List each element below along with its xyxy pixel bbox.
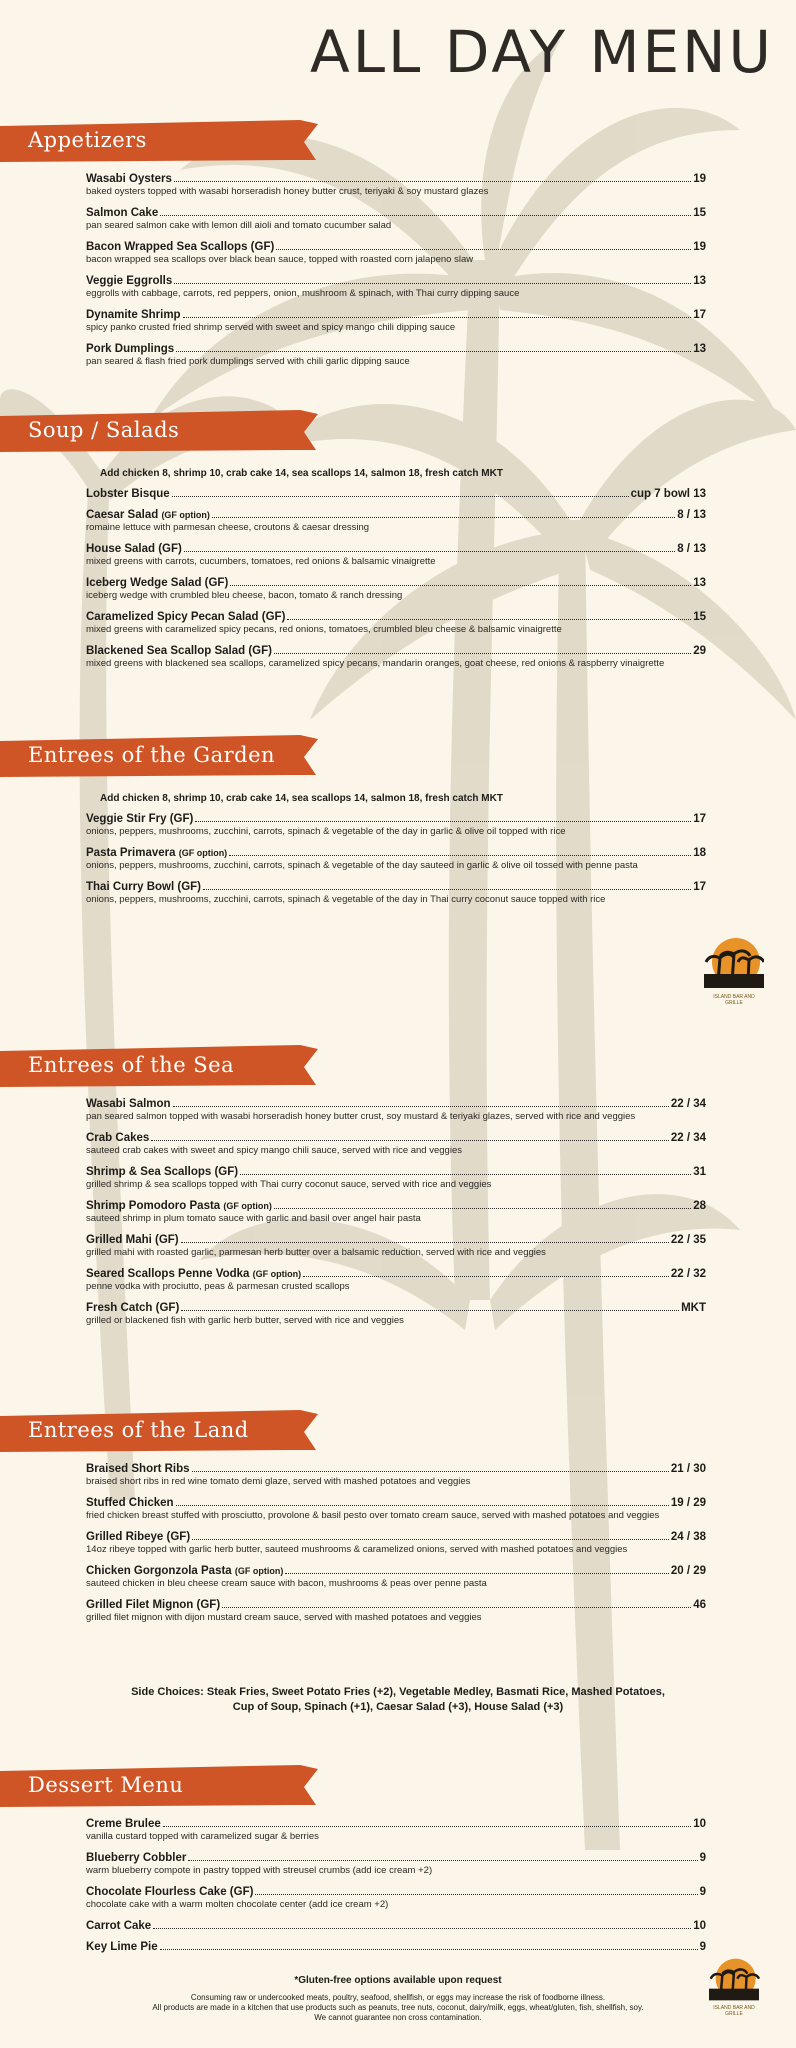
section-entrees-sea [0,1045,796,1327]
menu-item [86,1463,706,1488]
menu-item-list [0,1098,796,1327]
section-soup-salads [0,410,796,670]
item-name-text: Caramelized Spicy Pecan Salad (GF) [86,611,286,623]
menu-item-name [86,1200,272,1212]
allergen-disclaimer [0,1993,796,2023]
section-banner [0,1765,318,1809]
item-name-text: Veggie Stir Fry (GF) [86,813,194,825]
item-name-text: Blueberry Cobbler [86,1852,187,1864]
menu-item-list [0,173,796,368]
restaurant-logo [704,936,764,1006]
menu-item-description: baked oysters topped with wasabi horseradish honey butter crust, teriyaki & soy mustard glazes [86,186,489,197]
item-name-text: Seared Scallops Penne Vodka [86,1268,253,1280]
section-appetizers [0,120,796,368]
menu-item-description: grilled shrimp & sea scallops topped with Thai curry coconut sauce, served with rice and veggies [86,1179,492,1190]
section-title: Appetizers [28,128,147,152]
gluten-free-note: *Gluten-free options available upon request [294,1975,502,1986]
menu-item-description: romaine lettuce with parmesan cheese, croutons & caesar dressing [86,522,370,533]
item-name-text: Braised Short Ribs [86,1463,190,1475]
dot-leader [183,317,692,318]
dot-leader [160,215,691,216]
menu-item [86,173,706,198]
dot-leader [230,585,691,586]
add-protein-note: Add chicken 8, shrimp 10, crab cake 14, sea scallops 14, salmon 18, fresh catch MKT [100,468,503,479]
item-name-text: Stuffed Chicken [86,1497,174,1509]
menu-item-name [86,1497,174,1509]
menu-item-price: 15 [693,207,706,219]
side-choices [0,1685,796,1715]
menu-item-price: 31 [693,1166,706,1178]
menu-item-description: vanilla custard topped with caramelized sugar & berries [86,1831,319,1842]
section-banner [0,735,318,779]
dot-leader [195,821,691,822]
add-protein-note: Add chicken 8, shrimp 10, crab cake 14, sea scallops 14, salmon 18, fresh catch MKT [100,793,503,804]
menu-item [86,309,706,334]
item-name-text: Iceberg Wedge Salad (GF) [86,577,229,589]
menu-item-description: onions, peppers, mushrooms, zucchini, carrots, spinach & vegetable of the day in Thai curry coconut sauce topped with rice [86,894,606,905]
item-name-text: Grilled Ribeye (GF) [86,1531,191,1543]
item-name-text: Grilled Filet Mignon (GF) [86,1599,221,1611]
menu-item-price: 8 / 13 [677,543,706,555]
item-name-text: Chocolate Flourless Cake (GF) [86,1886,254,1898]
item-name-text: Carrot Cake [86,1920,152,1932]
menu-item [86,1920,706,1932]
menu-item-name [86,1166,238,1178]
item-name-text: Crab Cakes [86,1132,150,1144]
dot-leader [287,619,691,620]
menu-item-name [86,645,272,657]
menu-item [86,207,706,232]
menu-item [86,343,706,368]
menu-item [86,1599,706,1624]
dot-leader [163,1826,691,1827]
menu-item-price: 21 / 30 [670,1463,706,1475]
dot-leader [303,1276,669,1277]
item-name-text: Thai Curry Bowl (GF) [86,881,201,893]
dot-leader [160,1949,698,1950]
item-name-text: Creme Brulee [86,1818,161,1830]
menu-item-name [86,509,210,521]
gf-option-label: (GF option) [234,1566,284,1576]
menu-item-price: 24 / 38 [670,1531,706,1543]
menu-item-list [0,1818,796,1953]
item-name-text: Dynamite Shrimp [86,309,181,321]
disclaimer-line3: We cannot guarantee non cross contamination. [314,2013,482,2022]
section-title: Soup / Salads [28,418,180,442]
menu-item [86,1565,706,1590]
menu-item-price: 19 / 29 [670,1497,706,1509]
section-entrees-land [0,1410,796,1624]
menu-item [86,275,706,300]
menu-item-name [86,1941,158,1953]
gf-option-label: (GF option) [252,1269,302,1279]
menu-item-name [86,881,201,893]
menu-item-name [86,847,227,859]
dot-leader [192,1539,669,1540]
logo-text: ISLAND BAR AND GRILLE [713,994,755,1006]
menu-item-description: bacon wrapped sea scallops over black bean sauce, topped with roasted corn jalapeno slaw [86,254,474,265]
section-title: Entrees of the Garden [28,743,276,767]
menu-item-name [86,275,172,287]
menu-item-price: 17 [693,881,706,893]
menu-item-price: 22 / 34 [670,1098,706,1110]
menu-item [86,509,706,534]
menu-item [86,645,706,670]
menu-item-price: 18 [693,847,706,859]
section-title: Dessert Menu [28,1773,184,1797]
menu-item [86,1852,706,1877]
dot-leader [176,351,691,352]
dot-leader [181,1242,669,1243]
menu-item-description: pan seared salmon topped with wasabi horseradish honey butter crust, soy mustard & teriyaki glazes, served with rice and veggies [86,1111,636,1122]
dot-leader [222,1607,691,1608]
section-title: Entrees of the Land [28,1418,249,1442]
dot-leader [173,1106,669,1107]
menu-item-name [86,1463,190,1475]
item-name-text: Grilled Mahi (GF) [86,1234,179,1246]
item-name-text: Veggie Eggrolls [86,275,173,287]
menu-item [86,577,706,602]
menu-item-name [86,488,170,500]
dot-leader [255,1894,697,1895]
item-name-text: Salmon Cake [86,207,159,219]
dot-leader [176,1505,669,1506]
dot-leader [274,1208,691,1209]
gf-option-label: (GF option) [178,848,228,858]
menu-item-price: 10 [693,1818,706,1830]
menu-item-description: pan seared & flash fried pork dumplings served with chili garlic dipping sauce [86,356,410,367]
gf-option-label: (GF option) [223,1201,272,1211]
menu-item-description: sauteed chicken in bleu cheese cream sauce with bacon, mushrooms & peas over penne pasta [86,1578,487,1589]
menu-item [86,1818,706,1843]
menu-item-description: iceberg wedge with crumbled bleu cheese, bacon, tomato & ranch dressing [86,590,403,601]
menu-item [86,813,706,838]
menu-item-description: spicy panko crusted fried shrimp served with sweet and spicy mango chili dipping sauce [86,322,456,333]
section-banner [0,1045,318,1089]
menu-item [86,1302,706,1327]
item-name-text: House Salad (GF) [86,543,182,555]
menu-item-price: 15 [693,611,706,623]
menu-item [86,1941,706,1953]
menu-item-description: 14oz ribeye topped with garlic herb butter, sauteed mushrooms & caramelized onions, served with mashed potatoes and veggies [86,1544,628,1555]
menu-item-name [86,611,285,623]
item-name-text: Blackened Sea Scallop Salad (GF) [86,645,272,657]
menu-item [86,1531,706,1556]
menu-item-list [0,488,796,670]
menu-item-price: 9 [699,1852,706,1864]
menu-item-name [86,343,174,355]
dot-leader [172,496,629,497]
menu-item-price: cup 7 bowl 13 [630,488,706,500]
menu-item-price: 19 [693,173,706,185]
item-name-text: Bacon Wrapped Sea Scallops (GF) [86,241,275,253]
side-choices-line2: Cup of Soup, Spinach (+1), Caesar Salad (+3), House Salad (+3) [232,1701,564,1713]
menu-item-name [86,813,193,825]
section-entrees-garden [0,735,796,906]
menu-item-price: 9 [699,1941,706,1953]
menu-item-name [86,1132,149,1144]
dot-leader [192,1471,669,1472]
menu-item-description: warm blueberry compote in pastry topped with streusel crumbs (add ice cream +2) [86,1865,433,1876]
item-name-text: Shrimp Pomodoro Pasta [86,1200,224,1212]
menu-item-description: eggrolls with cabbage, carrots, red peppers, onion, mushroom & spinach, with Thai curry dipping sauce [86,288,520,299]
dot-leader [184,551,675,552]
menu-item-price: 28 [693,1200,706,1212]
dot-leader [174,181,691,182]
dot-leader [274,653,691,654]
section-title: Entrees of the Sea [28,1053,235,1077]
menu-item-description: onions, peppers, mushrooms, zucchini, carrots, spinach & vegetable of the day sauteed in garlic & olive oil tossed with penne pasta [86,860,638,871]
menu-item-price: 22 / 32 [670,1268,706,1280]
menu-item-price: 8 / 13 [677,509,706,521]
menu-item-name [86,1852,186,1864]
menu-item-price: 17 [693,309,706,321]
menu-item-description: grilled or blackened fish with garlic herb butter, served with rice and veggies [86,1315,404,1326]
menu-item-price: 13 [693,275,706,287]
menu-item-price: 9 [699,1886,706,1898]
item-name-text: Caesar Salad [86,509,162,521]
section-banner [0,120,318,164]
item-name-text: Wasabi Salmon [86,1098,171,1110]
item-name-text: Chicken Gorgonzola Pasta [86,1565,235,1577]
menu-item [86,1132,706,1157]
menu-item [86,543,706,568]
dot-leader [240,1174,691,1175]
menu-item-name [86,173,172,185]
disclaimer-line2: All products are made in a kitchen that use products such as peanuts, tree nuts, coconut, dairy/milk, eggs, wheat/gluten, fish, shellfish, soy. [152,2003,644,2012]
menu-item-name [86,241,274,253]
menu-item-list [0,813,796,906]
menu-item-description: penne vodka with prociutto, peas & parmesan crusted scallops [86,1281,350,1292]
menu-item [86,1497,706,1522]
menu-item-price: 17 [693,813,706,825]
menu-item-name [86,1531,190,1543]
menu-item-name [86,1268,301,1280]
dot-leader [212,517,675,518]
menu-item-name [86,1599,220,1611]
menu-item [86,1098,706,1123]
menu-item-description: mixed greens with caramelized spicy pecans, red onions, tomatoes, crumbled bleu cheese & balsamic vinaigrette [86,624,562,635]
menu-item-price: 10 [693,1920,706,1932]
menu-item-price: 46 [693,1599,706,1611]
menu-item-description: pan seared salmon cake with lemon dill aioli and tomato cucumber salad [86,220,392,231]
side-choices-line1: Side Choices: Steak Fries, Sweet Potato Fries (+2), Vegetable Medley, Basmati Rice, Mashed Potatoes, [131,1686,665,1698]
menu-item-name [86,207,158,219]
menu-item-description: mixed greens with carrots, cucumbers, tomatoes, red onions & balsamic vinaigrette [86,556,436,567]
dot-leader [151,1140,669,1141]
menu-item [86,1234,706,1259]
item-name-text: Fresh Catch (GF) [86,1302,180,1314]
menu-item-price: 22 / 34 [670,1132,706,1144]
menu-item-name [86,309,181,321]
menu-item-price: 20 / 29 [670,1565,706,1577]
menu-item-description: sauteed shrimp in plum tomato sauce with garlic and basil over angel hair pasta [86,1213,421,1224]
menu-item-description: fried chicken breast stuffed with prosciutto, provolone & basil pesto over tomato cream sauce, served with mashed potatoes and veggies [86,1510,660,1521]
menu-item-name [86,1302,179,1314]
menu-item [86,611,706,636]
item-name-text: Shrimp & Sea Scallops (GF) [86,1166,239,1178]
menu-item-name [86,1565,283,1577]
menu-item-name [86,1920,151,1932]
menu-item [86,1886,706,1911]
menu-item-name [86,1886,253,1898]
item-name-text: Wasabi Oysters [86,173,172,185]
menu-item [86,1200,706,1225]
menu-item-name [86,543,182,555]
menu-item [86,847,706,872]
menu-item [86,1268,706,1293]
menu-item-price: 19 [693,241,706,253]
page-title: ALL DAY MENU [310,18,774,86]
item-name-text: Pork Dumplings [86,343,175,355]
section-banner [0,1410,318,1454]
menu-item-name [86,1234,179,1246]
item-name-text: Lobster Bisque [86,488,170,500]
menu-item [86,488,706,500]
item-name-text: Key Lime Pie [86,1941,158,1953]
menu-item-price: 22 / 35 [670,1234,706,1246]
menu-item [86,881,706,906]
menu-item-price: 13 [693,577,706,589]
dot-leader [285,1573,668,1574]
item-name-text: Pasta Primavera [86,847,179,859]
menu-item-description: braised short ribs in red wine tomato demi glaze, served with mashed potatoes and veggies [86,1476,471,1487]
gf-option-label: (GF option) [161,510,210,520]
menu-item-price: MKT [681,1302,706,1314]
menu-item-list [0,1463,796,1624]
disclaimer-line1: Consuming raw or undercooked meats, poultry, seafood, shellfish, or eggs may increase the risk of foodborne illness. [190,1993,606,2002]
dot-leader [229,855,691,856]
dot-leader [181,1310,679,1311]
menu-item-price: 29 [693,645,706,657]
menu-item-name [86,577,228,589]
menu-item-price: 13 [693,343,706,355]
dot-leader [188,1860,697,1861]
dot-leader [174,283,691,284]
menu-item-name [86,1098,171,1110]
section-banner [0,410,318,454]
dot-leader [203,889,691,890]
menu-item-description: mixed greens with blackened sea scallops, caramelized spicy pecans, mandarin oranges, goat cheese, red onions & raspberry vinaigrette [86,658,665,669]
dot-leader [276,249,691,250]
menu-item-description: grilled filet mignon with dijon mustard cream sauce, served with mashed potatoes and veggies [86,1612,482,1623]
menu-item-description: sauteed crab cakes with sweet and spicy mango chili sauce, served with rice and veggies [86,1145,462,1156]
menu-item-name [86,1818,161,1830]
logo-text-bottom: ISLAND BAR AND GRILLE [713,2005,755,2017]
menu-item [86,1166,706,1191]
menu-item-description: chocolate cake with a warm molten chocolate center (add ice cream +2) [86,1899,389,1910]
menu-item-description: grilled mahi with roasted garlic, parmesan herb butter over a balsamic reduction, served with rice and veggies [86,1247,546,1258]
menu-item-description: onions, peppers, mushrooms, zucchini, carrots, spinach & vegetable of the day in garlic & olive oil topped with rice [86,826,566,837]
dot-leader [153,1928,691,1929]
menu-item [86,241,706,266]
section-dessert [0,1765,796,1953]
